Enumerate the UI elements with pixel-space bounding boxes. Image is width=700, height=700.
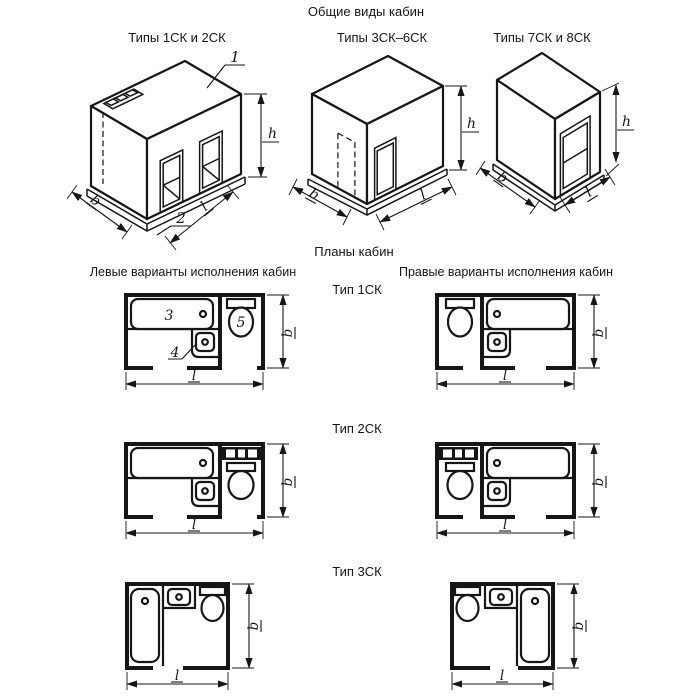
- toilet: [200, 587, 225, 621]
- svg-text:l: l: [174, 668, 180, 684]
- dimension-l: [437, 368, 574, 390]
- bathtub: [128, 299, 218, 329]
- plan-2sk-right: [433, 436, 618, 548]
- dimension-l: [437, 517, 574, 539]
- vent-shelf: [439, 447, 478, 460]
- svg-text:l: l: [502, 517, 508, 533]
- svg-text:b: b: [87, 191, 104, 210]
- toilet: [446, 463, 474, 499]
- plans-title: Планы кабин: [314, 244, 394, 259]
- dimension-b: [232, 584, 262, 668]
- iso-caption-1: Типы 1СК и 2СК: [128, 30, 226, 45]
- svg-text:l: l: [582, 184, 596, 201]
- right-variants-header: Правые варианты исполнения кабин: [398, 265, 614, 279]
- plan-3sk-right: [448, 576, 598, 696]
- iso-caption-2: Типы 3СК–6СК: [336, 30, 428, 45]
- callout-toilet: 5: [236, 315, 246, 331]
- washbasin: [484, 478, 510, 506]
- sheet-title: Общие виды кабин: [307, 4, 425, 19]
- svg-text:1: 1: [230, 48, 240, 66]
- door-right: [200, 131, 223, 194]
- dimension-h: [445, 86, 479, 170]
- vent-shelf: [222, 447, 261, 460]
- svg-text:l: l: [499, 668, 505, 684]
- svg-text:b: b: [280, 477, 296, 487]
- callout-sink: 4: [170, 345, 180, 361]
- svg-text:b: b: [591, 477, 607, 487]
- plan-3sk-left: [123, 576, 273, 696]
- toilet: [227, 463, 255, 499]
- dimension-l: [452, 668, 553, 690]
- washbasin: [168, 329, 218, 361]
- svg-text:b: b: [494, 168, 511, 187]
- svg-text:b: b: [306, 185, 322, 204]
- dimension-b: [557, 584, 587, 668]
- washbasin: [163, 586, 195, 608]
- dimension-l: [126, 368, 263, 390]
- type-label-2sk: Тип 2СК: [332, 421, 382, 436]
- svg-text:2: 2: [176, 209, 186, 227]
- plan-2sk-left: [122, 436, 307, 548]
- toilet: [455, 587, 480, 621]
- svg-text:b: b: [591, 328, 607, 338]
- washbasin: [485, 586, 517, 608]
- dimension-h: [602, 83, 634, 176]
- dimension-b: [267, 444, 296, 517]
- iso-caption-3: Типы 7СК и 8СК: [493, 30, 591, 45]
- svg-text:h: h: [622, 114, 632, 130]
- dimension-l: [127, 668, 228, 690]
- plan-1sk-left: [122, 287, 307, 399]
- left-variants-header: Левые варианты исполнения кабин: [89, 265, 297, 279]
- iso-view-types-7sk-8sk: [475, 48, 665, 223]
- svg-text:b: b: [246, 621, 262, 631]
- bathtub: [131, 586, 163, 666]
- toilet: [446, 299, 474, 337]
- dimension-b: [578, 444, 607, 517]
- svg-text:b: b: [571, 621, 587, 631]
- svg-text:b: b: [280, 328, 296, 338]
- bathtub: [484, 299, 572, 329]
- door-left: [160, 150, 183, 213]
- cabin-box: [308, 56, 447, 215]
- iso-view-types-1sk-2sk: [55, 48, 295, 248]
- toilet: [227, 299, 255, 337]
- cabin-box: [87, 61, 245, 231]
- washbasin: [484, 329, 510, 357]
- bathtub: [128, 448, 218, 478]
- svg-text:l: l: [502, 368, 508, 384]
- type-label-3sk: Тип 3СК: [332, 564, 382, 579]
- svg-text:h: h: [467, 116, 477, 132]
- dimension-h: [244, 94, 279, 177]
- type-label-1sk: Тип 1СК: [332, 282, 382, 297]
- dimension-b: [267, 295, 296, 368]
- plan-1sk-right: [433, 287, 618, 399]
- dimension-l: [126, 517, 263, 539]
- svg-text:l: l: [191, 517, 197, 533]
- svg-text:l: l: [197, 199, 212, 215]
- washbasin: [192, 478, 218, 506]
- svg-text:h: h: [268, 126, 278, 142]
- bathtub: [517, 586, 549, 666]
- callout-bath: 3: [164, 308, 174, 324]
- iso-view-types-3sk-6sk: [285, 48, 485, 233]
- dimension-b: [578, 295, 607, 368]
- bathtub: [484, 448, 572, 478]
- svg-text:l: l: [417, 187, 429, 204]
- svg-text:l: l: [191, 368, 197, 384]
